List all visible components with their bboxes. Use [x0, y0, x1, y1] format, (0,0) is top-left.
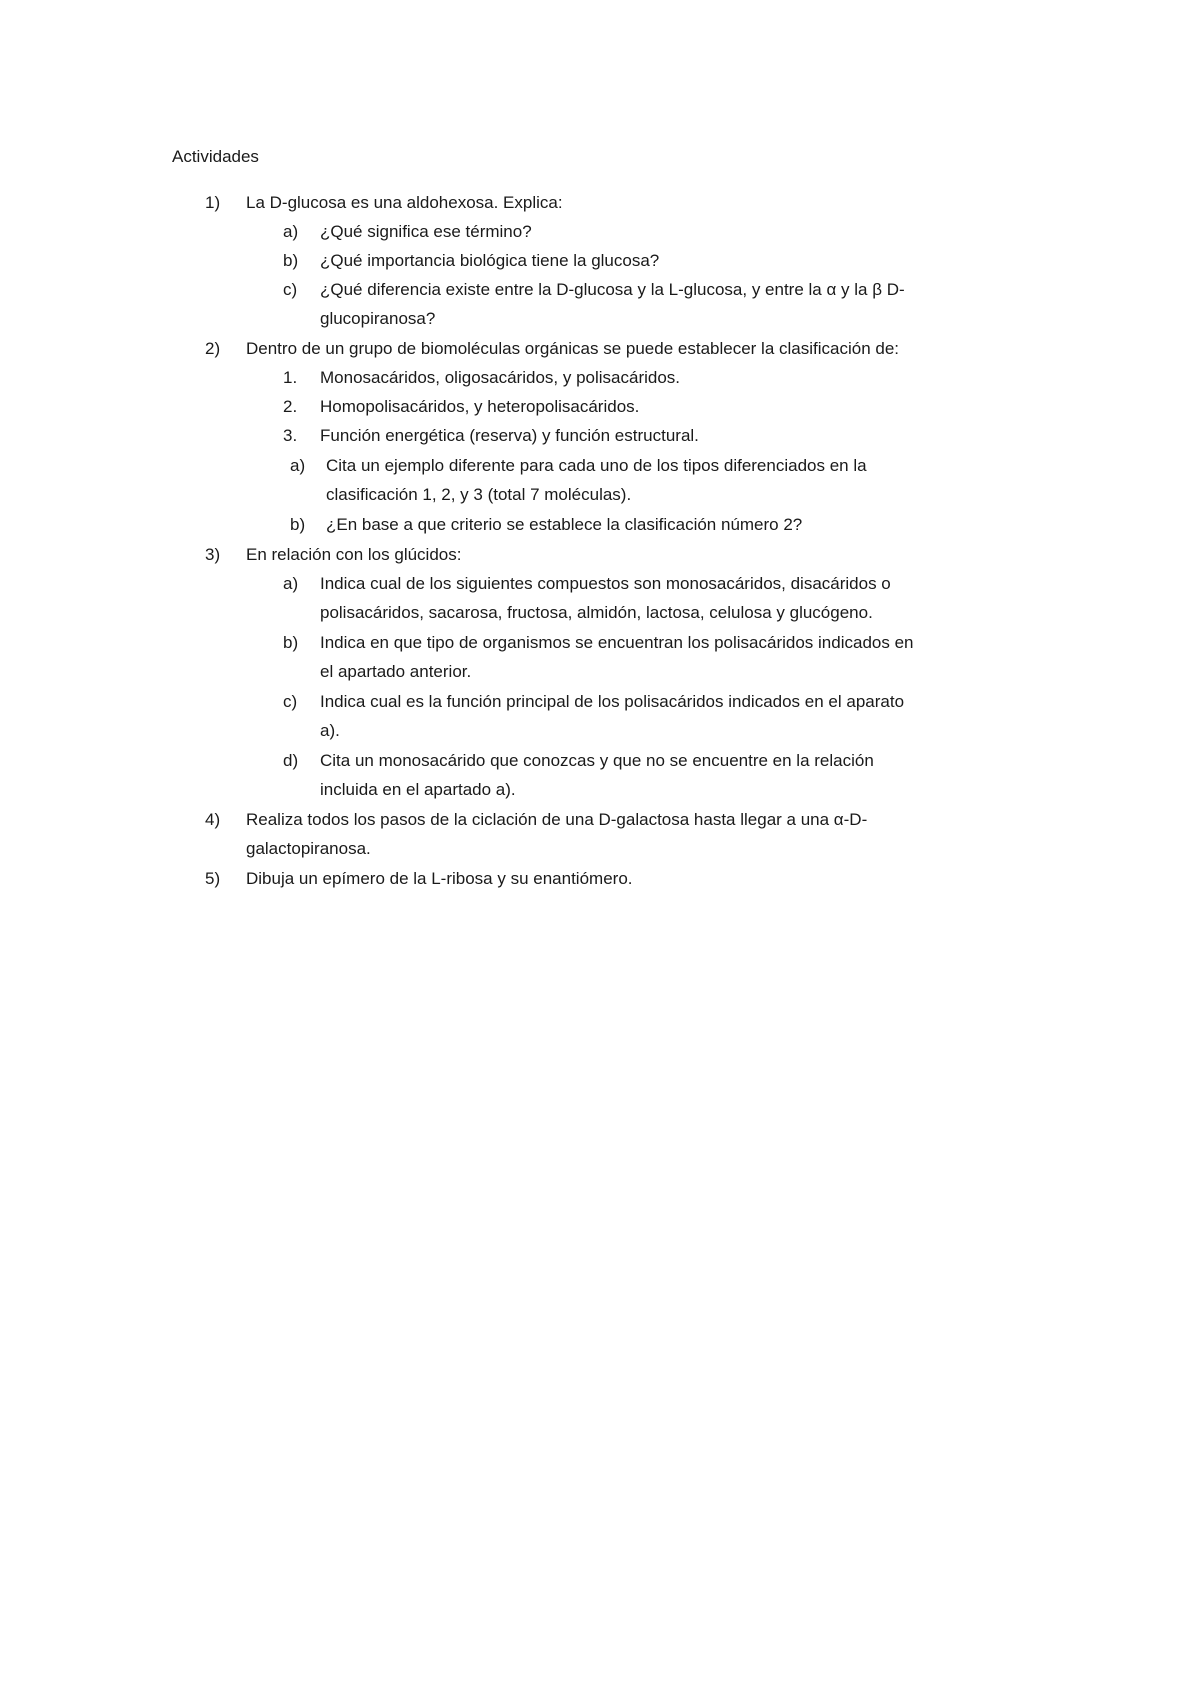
question-4-text: Realiza todos los pasos de la ciclación de una D-galactosa hasta llegar a una α-D-	[246, 810, 868, 829]
question-1b-text: ¿Qué importancia biológica tiene la glucosa?	[320, 251, 660, 270]
question-3b-continuation: el apartado anterior.	[320, 662, 472, 681]
question-3c-label: c)	[283, 692, 298, 711]
question-1c-continuation: glucopiranosa?	[320, 309, 436, 328]
question-1c-text: ¿Qué diferencia existe entre la D-glucosa y la L-glucosa, y entre la α y la β D-	[320, 280, 905, 299]
question-2a-continuation: clasificación 1, 2, y 3 (total 7 moléculas).	[326, 485, 632, 504]
question-3d-continuation: incluida en el apartado a).	[320, 780, 516, 799]
question-1a-label: a)	[283, 222, 299, 241]
question-3a-label: a)	[283, 574, 299, 593]
question-1a-text: ¿Qué significa ese término?	[320, 222, 532, 241]
question-2-item-2-text: Homopolisacáridos, y heteropolisacáridos.	[320, 397, 640, 416]
question-5-text: Dibuja un epímero de la L-ribosa y su enantiómero.	[246, 869, 633, 888]
question-1c-label: c)	[283, 280, 298, 299]
question-3b-label: b)	[283, 633, 299, 652]
question-1-text: La D-glucosa es una aldohexosa. Explica:	[246, 193, 563, 212]
question-2a-label: a)	[290, 456, 306, 475]
question-2b-text: ¿En base a que criterio se establece la clasificación número 2?	[326, 515, 803, 534]
question-3-text: En relación con los glúcidos:	[246, 545, 462, 564]
question-3a-text: Indica cual de los siguientes compuestos son monosacáridos, disacáridos o	[320, 574, 891, 593]
question-5-number: 5)	[205, 869, 221, 888]
question-4-continuation: galactopiranosa.	[246, 839, 371, 858]
question-3d-text: Cita un monosacárido que conozcas y que no se encuentre en la relación	[320, 751, 874, 770]
question-3c-text: Indica cual es la función principal de los polisacáridos indicados en el aparato	[320, 692, 905, 711]
question-2-item-1-text: Monosacáridos, oligosacáridos, y polisacáridos.	[320, 368, 681, 387]
question-3a-continuation: polisacáridos, sacarosa, fructosa, almidón, lactosa, celulosa y glucógeno.	[320, 603, 873, 622]
question-1b-label: b)	[283, 251, 299, 270]
question-1-number: 1)	[205, 193, 221, 212]
question-3c-continuation: a).	[320, 721, 340, 740]
question-2b-label: b)	[290, 515, 306, 534]
question-2-item-3-text: Función energética (reserva) y función estructural.	[320, 426, 699, 445]
question-2-item-3-label: 3.	[283, 426, 298, 445]
question-3b-text: Indica en que tipo de organismos se encuentran los polisacáridos indicados en	[320, 633, 914, 652]
question-2-item-2-label: 2.	[283, 397, 298, 416]
question-2-number: 2)	[205, 339, 221, 358]
question-2-text: Dentro de un grupo de biomoléculas orgánicas se puede establecer la clasificación de:	[246, 339, 900, 358]
question-2a-text: Cita un ejemplo diferente para cada uno de los tipos diferenciados en la	[326, 456, 867, 475]
page-title: Actividades	[172, 147, 259, 166]
question-2-item-1-label: 1.	[283, 368, 298, 387]
question-3d-label: d)	[283, 751, 299, 770]
question-3-number: 3)	[205, 545, 221, 564]
question-4-number: 4)	[205, 810, 221, 829]
